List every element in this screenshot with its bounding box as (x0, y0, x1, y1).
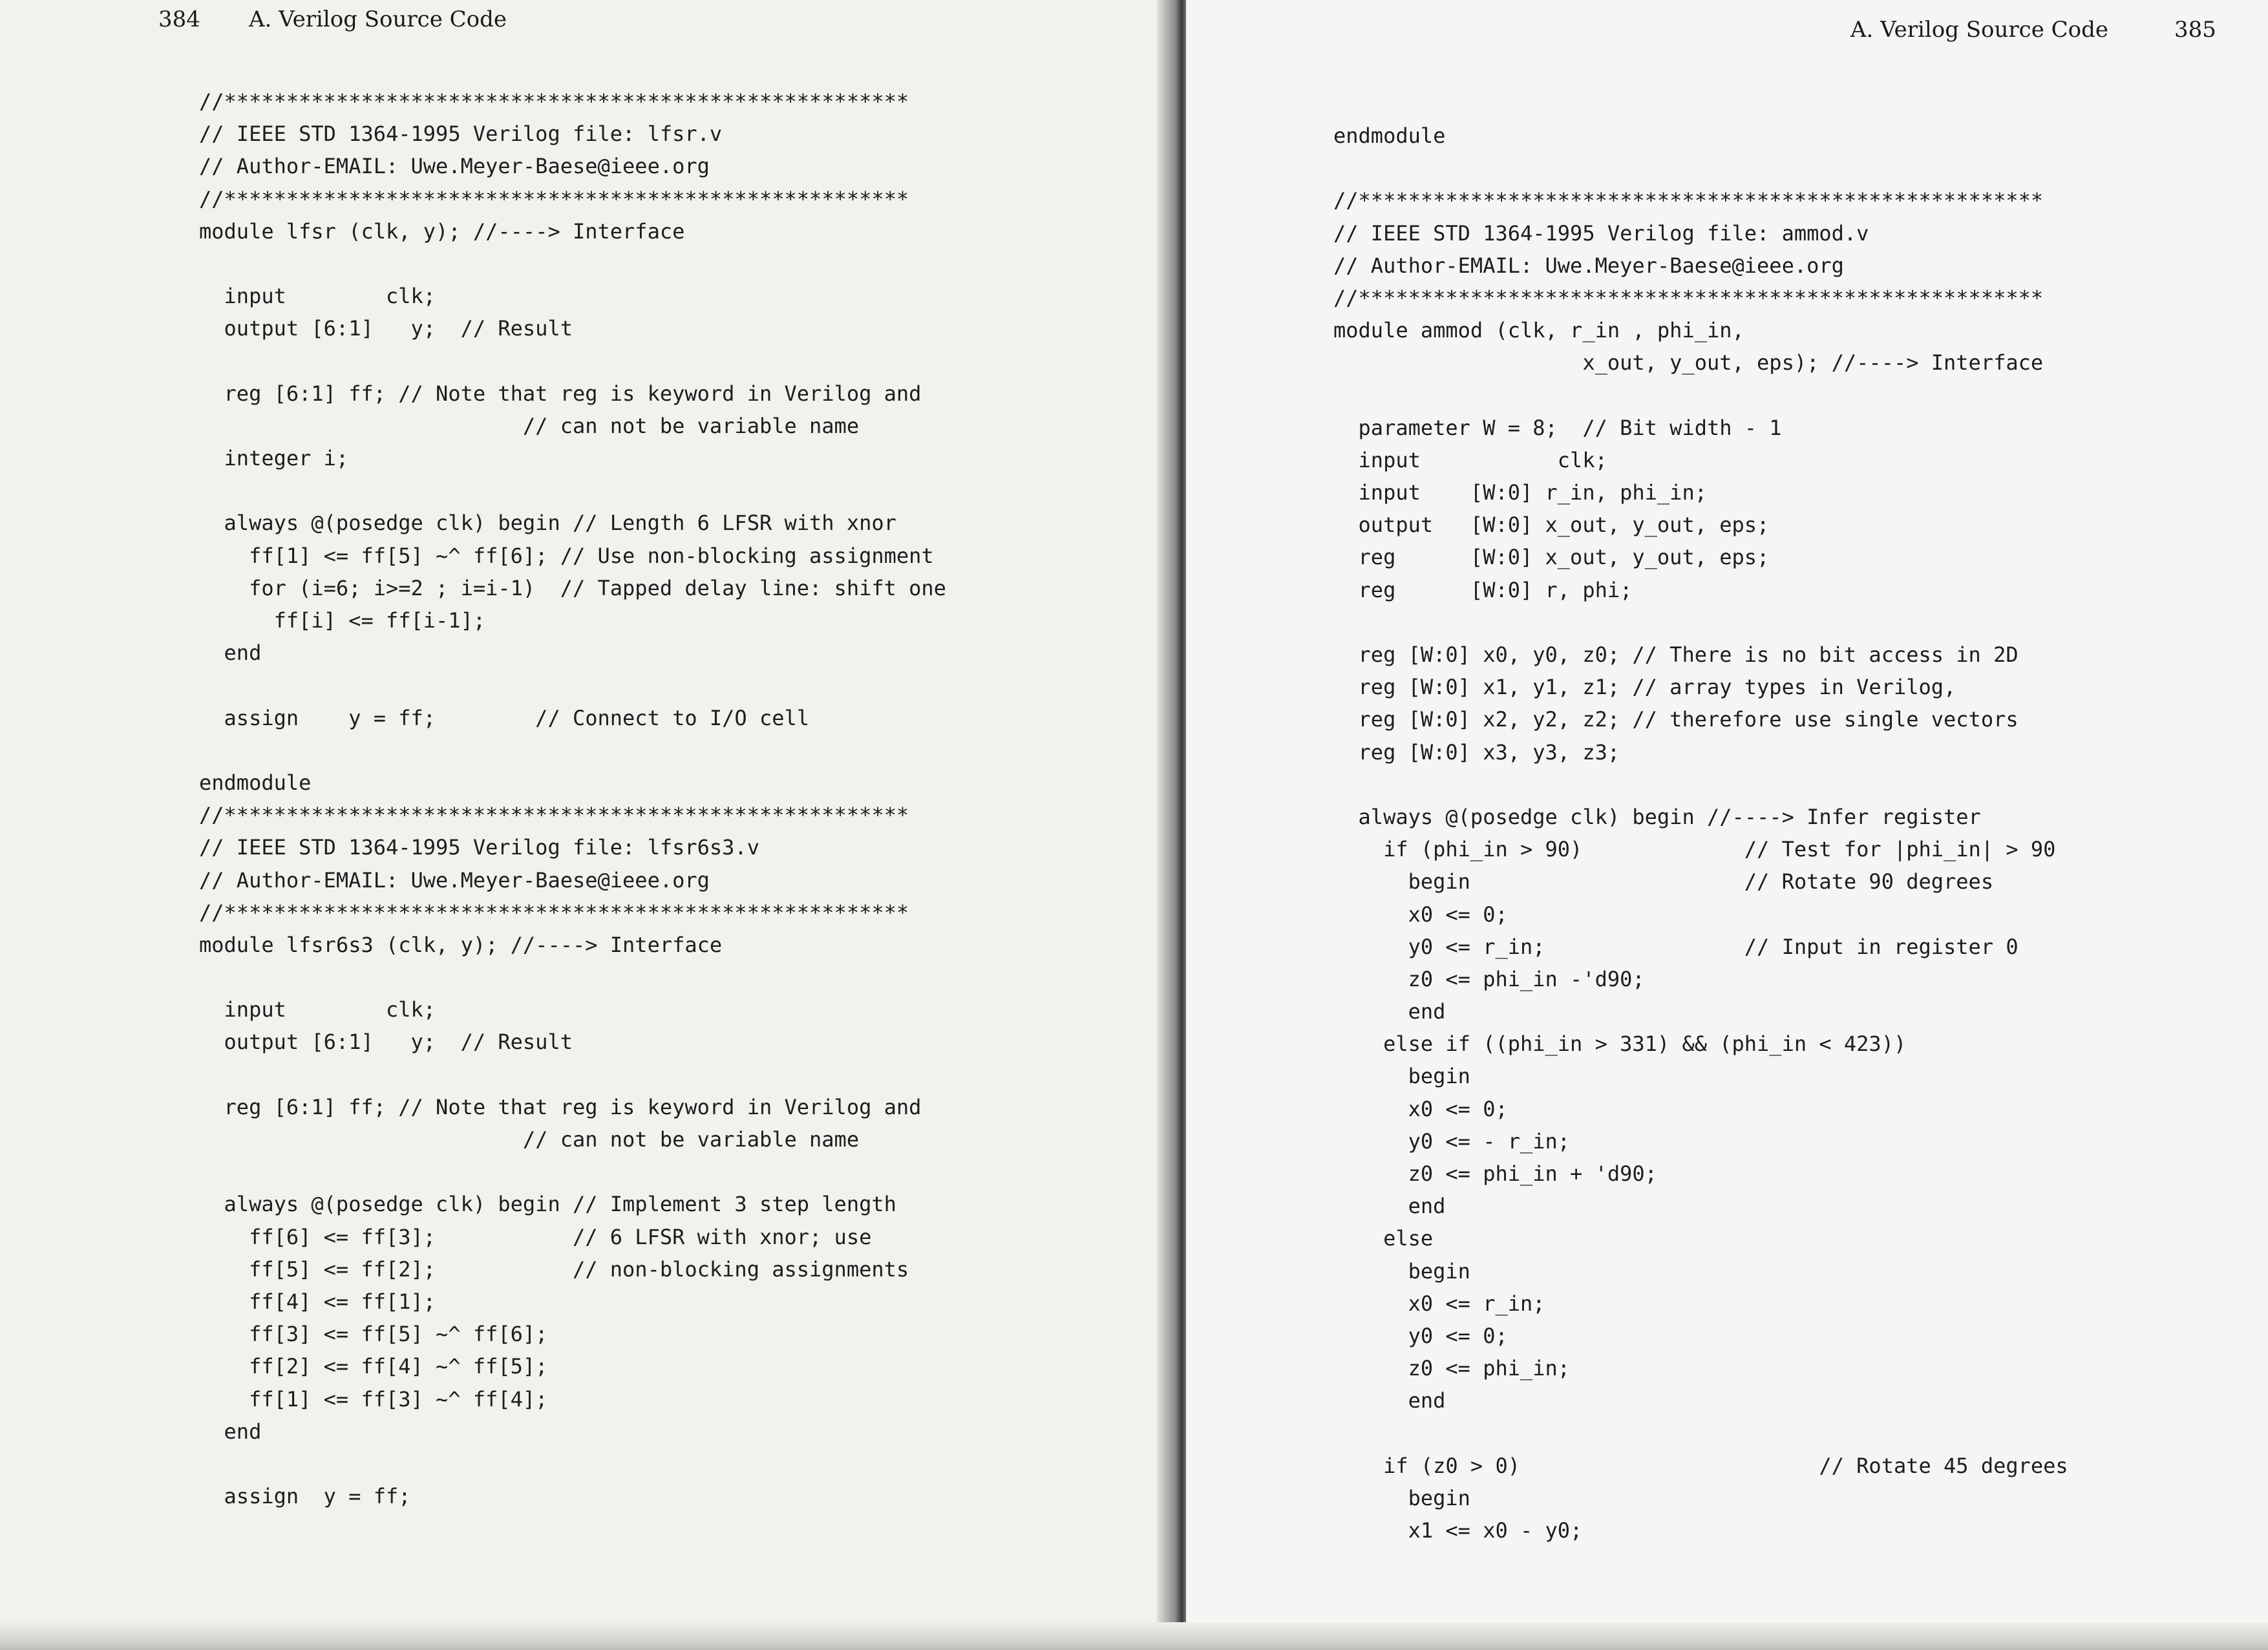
code-line (199, 734, 946, 767)
code-line: endmodule (199, 770, 312, 795)
code-line (199, 961, 946, 993)
code-line: always @(posedge clk) begin //----> Infer register (1333, 804, 1981, 829)
code-line: input clk; (199, 997, 436, 1022)
code-line (1333, 768, 2068, 801)
code-line: reg [W:0] x0, y0, z0; // There is no bit access in 2D (1333, 642, 2019, 667)
code-line: else (1333, 1226, 1434, 1251)
code-line (199, 1448, 946, 1480)
code-line: x0 <= r_in; (1333, 1291, 1545, 1316)
right-running-title: A. Verilog Source Code (1850, 17, 2109, 43)
right-code-listing (1333, 120, 2068, 1547)
code-line: begin // Rotate 90 degrees (1333, 869, 1994, 894)
code-line: parameter W = 8; // Bit width - 1 (1333, 415, 1782, 440)
code-line: begin (1333, 1258, 1470, 1284)
code-line: ff[1] <= ff[3] ~^ ff[4]; (199, 1386, 548, 1412)
code-line: x_out, y_out, eps); //----> Interface (1333, 350, 2044, 375)
code-line: //******************************************************* (1333, 188, 2044, 213)
code-line: output [6:1] y; // Result (199, 316, 573, 341)
code-line: //******************************************************* (1333, 285, 2044, 310)
code-line (199, 1059, 946, 1091)
code-line: // can not be variable name (199, 1127, 860, 1152)
code-line: input clk; (1333, 447, 1607, 472)
left-running-title: A. Verilog Source Code (249, 6, 507, 32)
code-line: if (z0 > 0) // Rotate 45 degrees (1333, 1453, 2068, 1478)
code-line: module lfsr (clk, y); //----> Interface (199, 218, 685, 244)
code-line (199, 669, 946, 701)
code-line (1333, 1417, 2068, 1450)
right-page (1186, 0, 2268, 1650)
code-line: // IEEE STD 1364-1995 Verilog file: lfsr.v (199, 122, 723, 147)
code-line: ff[4] <= ff[1]; (199, 1289, 436, 1314)
code-line: z0 <= phi_in + 'd90; (1333, 1161, 1657, 1186)
code-line: end (1333, 1194, 1446, 1219)
code-line: reg [W:0] x1, y1, z1; // array types in Verilog, (1333, 675, 1956, 700)
code-line: output [W:0] x_out, y_out, eps; (1333, 513, 1770, 538)
code-line (199, 248, 946, 280)
code-line (1333, 606, 2068, 639)
code-line: // can not be variable name (199, 413, 860, 438)
code-line: y0 <= 0; (1333, 1323, 1508, 1348)
code-line: // Author-EMAIL: Uwe.Meyer-Baese@ieee.org (199, 867, 710, 893)
code-line: //******************************************************* (199, 186, 909, 211)
code-line: y0 <= r_in; // Input in register 0 (1333, 934, 2019, 959)
code-line: always @(posedge clk) begin // Implement 3 step length (199, 1192, 896, 1217)
code-line (1333, 379, 2068, 412)
code-line: module ammod (clk, r_in , phi_in, (1333, 318, 1744, 343)
code-line: assign y = ff; // Connect to I/O cell (199, 705, 810, 730)
code-line: if (phi_in > 90) // Test for |phi_in| > 90 (1333, 837, 2056, 862)
page-bottom-edge (0, 1622, 2268, 1650)
code-line: else if ((phi_in > 331) && (phi_in < 423)) (1333, 1031, 1907, 1057)
code-line: end (199, 640, 262, 666)
code-line: always @(posedge clk) begin // Length 6 LFSR with xnor (199, 511, 896, 536)
code-line: input [W:0] r_in, phi_in; (1333, 480, 1707, 505)
code-line: integer i; (199, 446, 349, 471)
code-line: reg [W:0] r, phi; (1333, 577, 1633, 602)
code-line: z0 <= phi_in; (1333, 1356, 1571, 1381)
code-line: for (i=6; i>=2 ; i=i-1) // Tapped delay line: shift one (199, 575, 946, 600)
code-line: ff[6] <= ff[3]; // 6 LFSR with xnor; use (199, 1224, 872, 1249)
code-line: x1 <= x0 - y0; (1333, 1518, 1583, 1543)
code-line: reg [W:0] x3, y3, z3; (1333, 739, 1620, 765)
code-line: ff[3] <= ff[5] ~^ ff[6]; (199, 1322, 548, 1347)
code-line: x0 <= 0; (1333, 902, 1508, 927)
code-line: // IEEE STD 1364-1995 Verilog file: ammod.v (1333, 220, 1869, 246)
code-line: //******************************************************* (199, 803, 909, 828)
right-page-number: 385 (2174, 17, 2216, 43)
code-line: begin (1333, 1485, 1470, 1510)
left-page-number: 384 (158, 6, 200, 32)
code-line: end (1333, 1388, 1446, 1413)
left-code-listing (199, 85, 946, 1512)
code-line: begin (1333, 1064, 1470, 1089)
code-line: // Author-EMAIL: Uwe.Meyer-Baese@ieee.org (1333, 253, 1844, 278)
code-line (199, 1156, 946, 1188)
code-line: assign y = ff; (199, 1484, 411, 1509)
code-line (199, 474, 946, 507)
code-line: endmodule (1333, 123, 1446, 148)
code-line: ff[i] <= ff[i-1]; (199, 608, 486, 633)
code-line: x0 <= 0; (1333, 1096, 1508, 1121)
code-line: ff[5] <= ff[2]; // non-blocking assignments (199, 1256, 909, 1282)
code-line: reg [6:1] ff; // Note that reg is keyword in Verilog and (199, 381, 922, 406)
code-line: //******************************************************* (199, 89, 909, 114)
code-line: y0 <= - r_in; (1333, 1128, 1571, 1154)
code-line: input clk; (199, 284, 436, 309)
code-line: end (199, 1419, 262, 1444)
code-line (199, 345, 946, 377)
code-line: // Author-EMAIL: Uwe.Meyer-Baese@ieee.org (199, 154, 710, 179)
code-line: reg [W:0] x2, y2, z2; // therefore use single vectors (1333, 707, 2019, 732)
code-line: module lfsr6s3 (clk, y); //----> Interface (199, 932, 723, 957)
code-line: reg [W:0] x_out, y_out, eps; (1333, 545, 1770, 570)
code-line: end (1333, 999, 1446, 1024)
code-line: ff[1] <= ff[5] ~^ ff[6]; // Use non-blocking assignment (199, 543, 934, 568)
code-line: ff[2] <= ff[4] ~^ ff[5]; (199, 1354, 548, 1379)
code-line: reg [6:1] ff; // Note that reg is keyword in Verilog and (199, 1094, 922, 1119)
code-line: z0 <= phi_in -'d90; (1333, 966, 1645, 991)
code-line: //******************************************************* (199, 900, 909, 925)
code-line: output [6:1] y; // Result (199, 1030, 573, 1055)
code-line (1333, 152, 2068, 184)
code-line: // IEEE STD 1364-1995 Verilog file: lfsr6s3.v (199, 835, 759, 860)
